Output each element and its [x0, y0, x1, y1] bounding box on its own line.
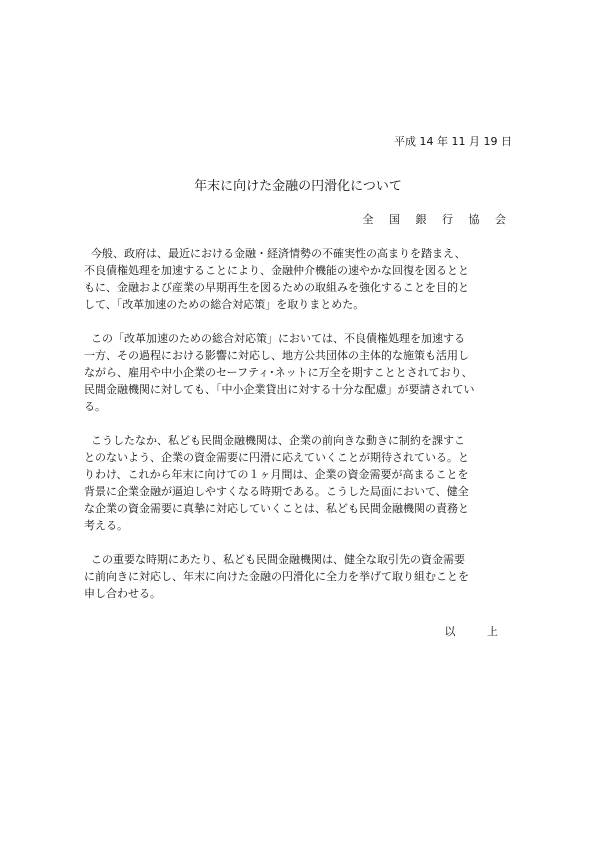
paragraph-line: この重要な時期にあたり、私ども民間金融機関は、健全な取引先の資金需要 [91, 553, 465, 566]
document-title: 年末に向けた金融の円滑化について [194, 179, 402, 194]
issuing-organization: 全 国 銀 行 協 会 [362, 213, 512, 226]
closing-mark: 以 上 [444, 625, 512, 638]
document-body [84, 245, 512, 619]
paragraph-line: とのないよう、企業の資金需要に円滑に応えていくことが期待されている。と [84, 451, 469, 464]
body-paragraph-4 [84, 551, 512, 602]
paragraph-line: りわけ、これから年末に向けての１ヶ月間は、企業の資金需要が高まることを [84, 468, 469, 481]
paragraph-line: して、「改革加速のための総合対応策」を取りまとめた。 [84, 298, 365, 311]
paragraph-line: 一方、その過程における影響に対応し、地方公共団体の主体的な施策も活用し [84, 349, 469, 362]
paragraph-line: 背景に企業金融が逼迫しやすくなる時期である。こうした局面において、健全 [84, 485, 469, 498]
paragraph-line: 不良債権処理を加速することにより、金融仲介機能の速やかな回復を図るとと [84, 264, 469, 277]
paragraph-line: こうしたなか、私ども民間金融機関は、企業の前向きな動きに制約を課すこ [91, 434, 465, 447]
document-date: 平成 14 年 11 月 19 日 [394, 135, 512, 148]
body-paragraph-3 [84, 432, 512, 534]
paragraph-line: ながら、雇用や中小企業のセーフティ･ネットに万全を期すこととされており、 [84, 366, 473, 379]
paragraph-line: る。 [84, 400, 106, 413]
paragraph-line: 考える。 [84, 519, 128, 532]
paragraph-line: に前向きに対応し、年末に向けた金融の円滑化に全力を挙げて取り組むことを [84, 570, 469, 583]
body-paragraph-2 [84, 330, 512, 415]
paragraph-line: な企業の資金需要に真摯に対応していくことは、私ども民間金融機関の責務と [84, 502, 469, 515]
paragraph-line: この「改革加速のための総合対応策」においては、不良債権処理を加速する [91, 332, 465, 345]
body-paragraph-1 [84, 245, 512, 313]
paragraph-line: 今般、政府は、最近における金融・経済情勢の不確実性の高まりを踏まえ、 [91, 247, 466, 260]
paragraph-line: もに、金融および産業の早期再生を図るための取組みを強化することを目的と [84, 281, 469, 294]
paragraph-line: 申し合わせる。 [84, 587, 161, 600]
paragraph-line: 民間金融機関に対しても、「中小企業貸出に対する十分な配慮」が要請されてい [84, 383, 475, 396]
